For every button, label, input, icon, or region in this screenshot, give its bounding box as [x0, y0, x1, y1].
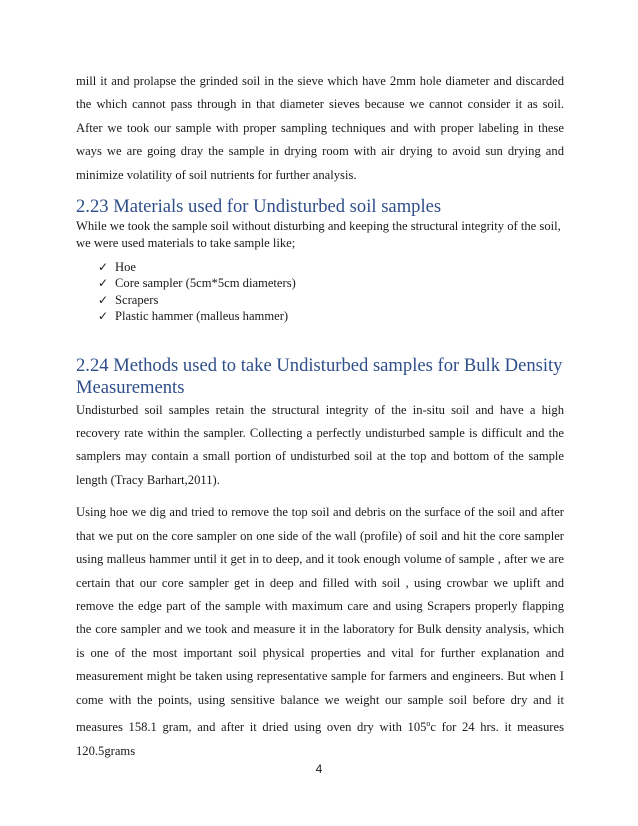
list-item-label: Plastic hammer (malleus hammer) [115, 309, 289, 324]
section-heading-2-23: 2.23 Materials used for Undisturbed soil samples [76, 196, 442, 218]
section-heading-2-24 [76, 355, 564, 399]
intro-paragraph: mill it and prolapse the grinded soil in the sieve which have 2mm hole diameter and discarded the which cannot pass through in that diameter sieves because we cannot consider it as soil. After we took our sample with proper sampling techniques and with proper labeling in these ways we are going dray the sample in drying room with air drying to avoid sun drying and minimize volatility of soil nutrients for further analysis. [76, 74, 564, 182]
methods-paragraph-2 [76, 501, 564, 763]
materials-intro-paragraph: While we took the sample soil without disturbing and keeping the structural integrity of the soil, we were used materials to take sample like; [76, 219, 561, 250]
materials-checklist [76, 259, 564, 325]
methods-paragraph-2-tail: c for 24 hrs. it measures 120.5grams [76, 720, 564, 758]
methods-paragraph-2-text: Using hoe we dig and tried to remove the top soil and debris on the surface of the soil and after that we put on the core sampler on one side of the wall (profile) of soil and hit the core sampler using malleus hammer until it get in to deep, and it took enough volume of sample , after we are certain that our core sampler get in deep and filled with soil , using crowbar we uplift and remove the edge part of the sample with maximum care and using Scrapers properly flapping the core sampler and we took and measure it in the laboratory for Bulk density analysis, which is one of the most important soil physical properties and vital for further explanation and measurement might be taken using representative sample for farmers and engineers. But when I come with the points, using sensitive balance we weight our sample soil before dry and it measures 158.1 gram, and after it dried using oven dry with 105 [76, 505, 564, 735]
methods-paragraph-1: Undisturbed soil samples retain the structural integrity of the in-situ soil and have a high recovery rate within the sampler. Collecting a perfectly undisturbed sample is difficult and the samplers may contain a small portion of undisturbed soil at the top and bottom of the sample length (Tracy Barhart,2011). [76, 402, 564, 487]
heading-line-2: Measurements [76, 376, 185, 398]
checkmark-icon: ✓ [98, 309, 109, 324]
checkmark-icon: ✓ [98, 292, 109, 307]
paragraph-spacer [76, 492, 564, 501]
degree-superscript: o [426, 718, 431, 728]
checkmark-icon: ✓ [98, 260, 109, 275]
list-item-label: Core sampler (5cm*5cm diameters) [115, 276, 296, 291]
page-number: 4 [315, 762, 323, 776]
list-item-label: Scrapers [115, 292, 159, 307]
list-item-label: Hoe [115, 260, 136, 275]
list-item [98, 308, 564, 324]
document-page [76, 70, 564, 763]
checkmark-icon: ✓ [98, 276, 109, 291]
list-item [98, 275, 564, 291]
list-item [98, 259, 564, 275]
list-item [98, 292, 564, 308]
heading-line-1: 2.24 Methods used to take Undisturbed samples for Bulk Density [76, 354, 563, 376]
